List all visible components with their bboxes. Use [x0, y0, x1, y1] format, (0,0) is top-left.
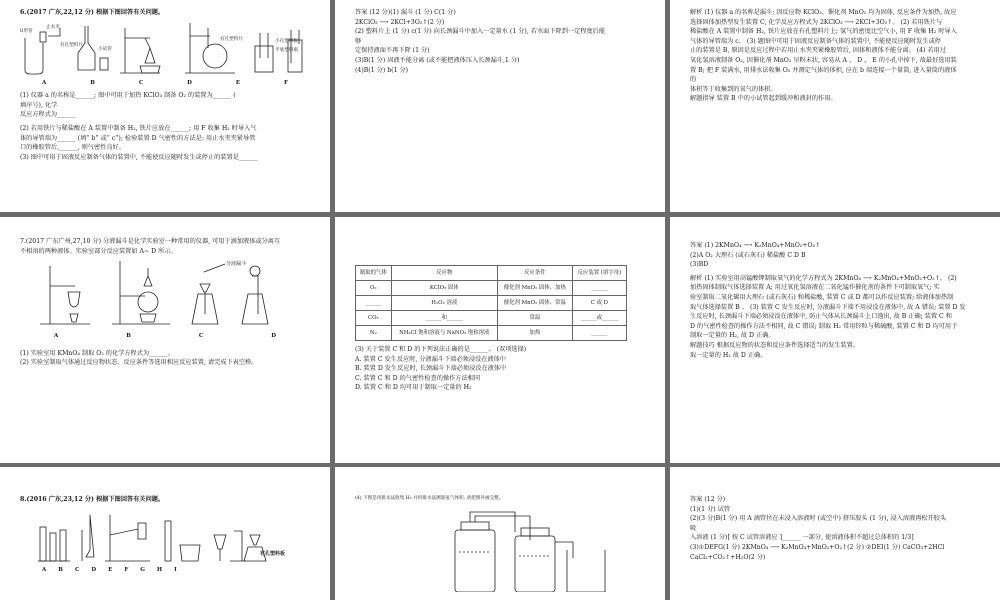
table-row — [356, 296, 627, 311]
answer-8-part-2-cont: 吸 — [690, 524, 697, 532]
question-7-intro: 不相溶的两种液体。实验室部分反应装置如 A~ D 所示。 — [20, 247, 177, 255]
page-7[interactable] — [0, 467, 330, 600]
solving-guide: 解题指导 装置 B 中的小试管起到缓冲和液封的作用。 — [690, 95, 837, 103]
table-cell: ______或______ — [572, 311, 626, 326]
letter-b2: B — [126, 333, 131, 340]
gas-preparation-table — [355, 265, 627, 341]
option-d: D. 装置 C 和 D 均可用于制取一定量的 H₂ — [355, 384, 472, 392]
table-header: 制取的气体 — [356, 266, 392, 281]
label-u-tube: U形管 — [20, 28, 33, 34]
answer-part-2-end: 定保持液面不再下降 (1 分) — [355, 47, 430, 55]
solving-tip: 解题技巧 根据反应物的状态和反应条件选择适当的发生装置。 — [690, 342, 860, 350]
analysis-line-3: 稀盐酸在 A 装置中制备 H₂, 铁片应放在有孔塑料片上; 氢气的密度比空气小, 用 F 收集 H₂ 时导入 — [690, 28, 957, 36]
table-header: 反应条件 — [497, 266, 572, 281]
analysis-line-6: 氧化氢溶液制备 O₂, 因催化剂 MnO₂ 呈粉末状, 容易从 A 、 D 、 E 的小孔中掉下, 故最好选用装 — [690, 57, 957, 65]
label-perforated-plate: 有孔塑料板 — [260, 550, 286, 557]
question-part-2-end: 口的橡胶管后,______, 则气密性良好。 — [20, 144, 125, 152]
answer-7-part-2: (2)A O₂ 大理石 (或石灰石) 稀盐酸 C D B — [690, 251, 806, 259]
table-row — [356, 326, 627, 341]
analysis-7-line-2: 加热固体制取气体选择装置 A; 用过氧化氢溶液在二氧化锰作催化剂的条件下可制取氧气; 实 — [690, 284, 940, 292]
table-row — [356, 311, 627, 326]
question-8-part-4: (4) 下图是用排水法收集 H₂ 并用排水法测量氢气体积, 请把图补画完整。 — [355, 496, 504, 501]
answer-8-part-2: (2)(3 分)B(1 分) 用 A 滴管往在未浸入溶液时 (或空中) 挤压胶头 (1 分), 浸入溶液再松开胶头 — [690, 515, 947, 523]
answer-heading: 答案 (12 分)(1) 漏斗 (1 分) C(1 分) — [355, 9, 456, 16]
analysis-7-line-8: 取一定量的 H₂ 故 D 正确。 — [690, 351, 767, 359]
analysis-7-line-4: 取气体选择装置 B 。 (3) 装置 C 发生反应时, 分液漏斗下端不用浸没在液体中, 故 A 错误; 装置 D 发 — [690, 303, 966, 311]
apparatus-figure-a-to-d — [20, 256, 310, 331]
analysis-7-line-3: 验室制取二氧化碳用大理石 (或石灰石) 和稀盐酸, 装置 C 或 D 都可以作反应装置; 给液体加热制 — [690, 294, 954, 302]
table-cell: 加热 — [497, 326, 572, 341]
letter-e3: E — [108, 566, 113, 573]
table-cell: ______ — [572, 326, 626, 341]
analysis-line-1: 解析 (1) 仪器 a 的名称是漏斗; 因反应物 KClO₃、催化剂 MnO₂ 均为固体, 反应条件为加热, 故应 — [690, 9, 957, 16]
letter-b3: B — [58, 566, 63, 573]
answer-7-part-3: (3)BD — [690, 261, 709, 269]
question-part-2: (2) 若用铁片与稀盐酸在 A 装置中制备 H₂, 铁片应放在______; 用 F 收集 H₂ 时导入气 — [20, 124, 257, 132]
question-part-1: (1) 仪器 a 的名称是______; 图中可用于加热 KClO₃ 制备 O₂ 的装置为______ ( — [20, 92, 236, 100]
table-cell: ______ — [356, 296, 392, 311]
page-2[interactable] — [335, 0, 665, 212]
page-6[interactable] — [670, 217, 1000, 463]
table-cell: O₂ — [356, 281, 392, 296]
answer-part-2-cont: 够 — [355, 37, 362, 45]
question-part-3: (3) 图中可用于固液反应制备气体的装置中, 不能使反应随时发生或停止的装置是______ — [20, 153, 258, 161]
apparatus-figure-a-to-i — [20, 505, 310, 565]
answer-8-part-3: (3)①DEFG(1 分) 2KMnO₄ ⟶ K₂MnO₄+MnO₂+O₂↑(2 分) ②DEI(1 分) CaCO₃+2HCl — [690, 544, 945, 552]
figure-letters — [20, 79, 310, 88]
option-b: B. 装置 D 发生反应时, 长颈漏斗下端必须浸没在液体中 — [355, 365, 507, 373]
table-cell: N₂ — [356, 326, 392, 341]
letter-h3: H — [156, 566, 163, 573]
letter-d3: D — [91, 566, 97, 573]
table-cell: C 或 D — [572, 296, 626, 311]
letter-g3: G — [140, 566, 145, 573]
letter-c: C — [138, 79, 144, 86]
analysis-7-line-1: 解析 (1) 实验室用高锰酸钾制取氧气的化学方程式为 2KMnO₄ ⟶ K₂MnO₄+MnO₂+O₂↑。 (2) — [690, 274, 957, 282]
option-c: C. 装置 C 和 D 的气密性检查的操作方法相同 — [355, 374, 481, 382]
answer-part-2: (2) 塑料片上 (1 分) c(1 分) 向长颈漏斗中加入一定量水 (1 分), 若水面下降到一定程度后能 — [355, 28, 606, 36]
letter-a3: A — [42, 566, 47, 573]
answer-8-part-3-end: CaCl₂+CO₂↑+H₂O(2 分) — [690, 553, 766, 561]
answer-part-3: (3)B(1 分) 固液不能分离 (或不能把液体压入长颈漏斗,1 分) — [355, 57, 520, 65]
answer-part-4: (4)B(1 分) b(1 分) — [355, 66, 409, 74]
question-7-part-1: (1) 实验室用 KMnO₄ 制取 O₂ 的化学方程式为______。 — [20, 349, 174, 357]
answer-7-heading: 答案 (1) 2KMnO₄ ⟶ K₂MnO₄+MnO₂+O₂↑ — [690, 242, 821, 249]
question-7-part-2: (2) 实验室制取气体通过反应物状态、反应条件等选用相应反应装置, 请完成下表空格。 — [20, 359, 258, 367]
gas-collection-figure — [355, 502, 645, 592]
letter-c2: C — [198, 333, 204, 340]
answer-equation: 2KClO₃ ⟶ 2KCl+3O₂↑(2 分) — [355, 18, 445, 26]
question-8-heading: 8.(2016 广东,23,12 分) 根据下图回答有关问题。 — [20, 496, 165, 503]
label-stop-clamp: 止水夹 — [46, 24, 60, 30]
table-cell: ______ — [572, 281, 626, 296]
letter-e: E — [235, 79, 241, 86]
answer-8-part-2-end: 入溶液 (1 分)[ 按 C 试管溶液应 ]______ 一部分, 使溶液体积不超过总体积的 1/3] — [690, 534, 914, 542]
label-small-tube: 小试管 — [98, 46, 112, 52]
figure-letters-2 — [20, 332, 310, 341]
table-cell: 催化剂 MnO₂ 固体、加热 — [497, 281, 572, 296]
table-cell: 催化剂 MnO₂ 固体、常温 — [497, 296, 572, 311]
page-5[interactable] — [335, 217, 665, 463]
answer-8-part-1: (1)(1 分) 试管 — [690, 505, 731, 513]
apparatus-figure-a-to-f — [20, 18, 310, 78]
analysis-line-7: 置 B; 把 F 装满水, 用排水法收集 O₂ 并测定气体的体积, 应在 b 端连接一个量筒, 进入量筒的液体 — [690, 66, 957, 74]
letter-f3: F — [124, 566, 129, 573]
label-flat-bottle: 平底塑料瓶 — [275, 47, 298, 53]
table-header: 反应物 — [391, 266, 497, 281]
table-cell: ______和______ — [391, 311, 497, 326]
letter-d: D — [187, 79, 192, 86]
analysis-7-line-5: 生反应时, 长颈漏斗下端必须浸没在液体中, 防止气体从长颈漏斗上口逸出, 故 B 正确; 装置 C 和 — [690, 313, 952, 321]
question-heading: 6.(2017 广东,22,12 分) 根据下图回答有关问题。 — [20, 9, 165, 16]
page-4[interactable] — [0, 217, 330, 463]
label-perforated-board: 小孔塑料板 — [275, 38, 298, 44]
analysis-7-line-6: D 的气密性检查的操作方法不相同, 故 C 错误; 制取 H₂ 常用锌粒与稀硫酸, 装置 C 和 D 均可用于 — [690, 322, 958, 330]
page-8[interactable] — [335, 467, 665, 600]
table-cell: H₂O₂ 溶液 — [391, 296, 497, 311]
table-row — [356, 281, 627, 296]
question-part-1-eq: 反应方程式为______ — [20, 111, 76, 119]
letter-f: F — [284, 79, 288, 86]
table-cell: KClO₃ 固体 — [391, 281, 497, 296]
question-7-heading: 7.(2017 广东广州,27,10 分) 分液漏斗是化学实验室一种常用的仪器, 可用于滴加液体或分离互 — [20, 238, 281, 245]
table-cell: 常温 — [497, 311, 572, 326]
question-part-1-cont: 填序号), 化学 — [20, 101, 58, 109]
answer-8-heading: 答案 (12 分) — [690, 496, 726, 503]
table-cell: NH₄Cl 饱和溶液与 NaNO₂ 饱和溶液 — [391, 326, 497, 341]
label-perforated-sheet-2: 有孔塑料片 — [220, 36, 243, 42]
page-9[interactable] — [670, 467, 1000, 600]
table-header-row — [356, 266, 627, 281]
label-perforated-sheet: 有孔塑料片 — [60, 42, 83, 48]
page-3[interactable] — [670, 0, 1000, 212]
page-1[interactable] — [0, 0, 330, 212]
letter-c3: C — [74, 566, 80, 573]
table-header: 反应装置 (填字母) — [572, 266, 626, 281]
letter-a2: A — [53, 333, 59, 340]
analysis-line-4: 气体的导管端为 c。 (3) 题图中可用于固液反应制备气体的装置中, 不能使反应随时发生或停 — [690, 37, 941, 45]
letter-d2: D — [271, 333, 276, 340]
question-7-part-3: (3) 关于装置 C 和 D 的下列说法正确的是______。 (双项选择) — [355, 346, 527, 353]
letter-a: A — [41, 79, 47, 86]
letter-i3: I — [174, 566, 177, 573]
analysis-line-5: 止的装置是 B, 原因是反应过程中若用止水夹夹紧橡胶管后, 固体和液体不能分离。 (4) 若用过 — [690, 47, 947, 55]
analysis-line-9: 体积等于收集到的氧气的体积。 — [690, 85, 777, 93]
label-separatory-funnel: 分液漏斗 — [226, 261, 247, 268]
analysis-line-8: 的 — [690, 76, 697, 84]
option-a: A. 装置 C 发生反应时, 分液漏斗下端必须浸没在液体中 — [355, 355, 506, 363]
analysis-line-2: 选择固体加热型发生装置 C, 化学反应方程式为 2KClO₃ ⟶ 2KCl+3O₂↑。 (2) 若用铁片与 — [690, 18, 943, 26]
letter-b: B — [90, 79, 95, 86]
figure-letters-3 — [20, 566, 310, 575]
table-cell: CO₂ — [356, 311, 392, 326]
analysis-7-line-7: 制取一定量的 H₂, 故 D 正确。 — [690, 332, 775, 340]
question-part-2-cont: 体的导管端为______ (填“ b” 或“ c”); 检验装置 D 气密性的方法是: 用止水夹夹紧导管 — [20, 134, 256, 142]
